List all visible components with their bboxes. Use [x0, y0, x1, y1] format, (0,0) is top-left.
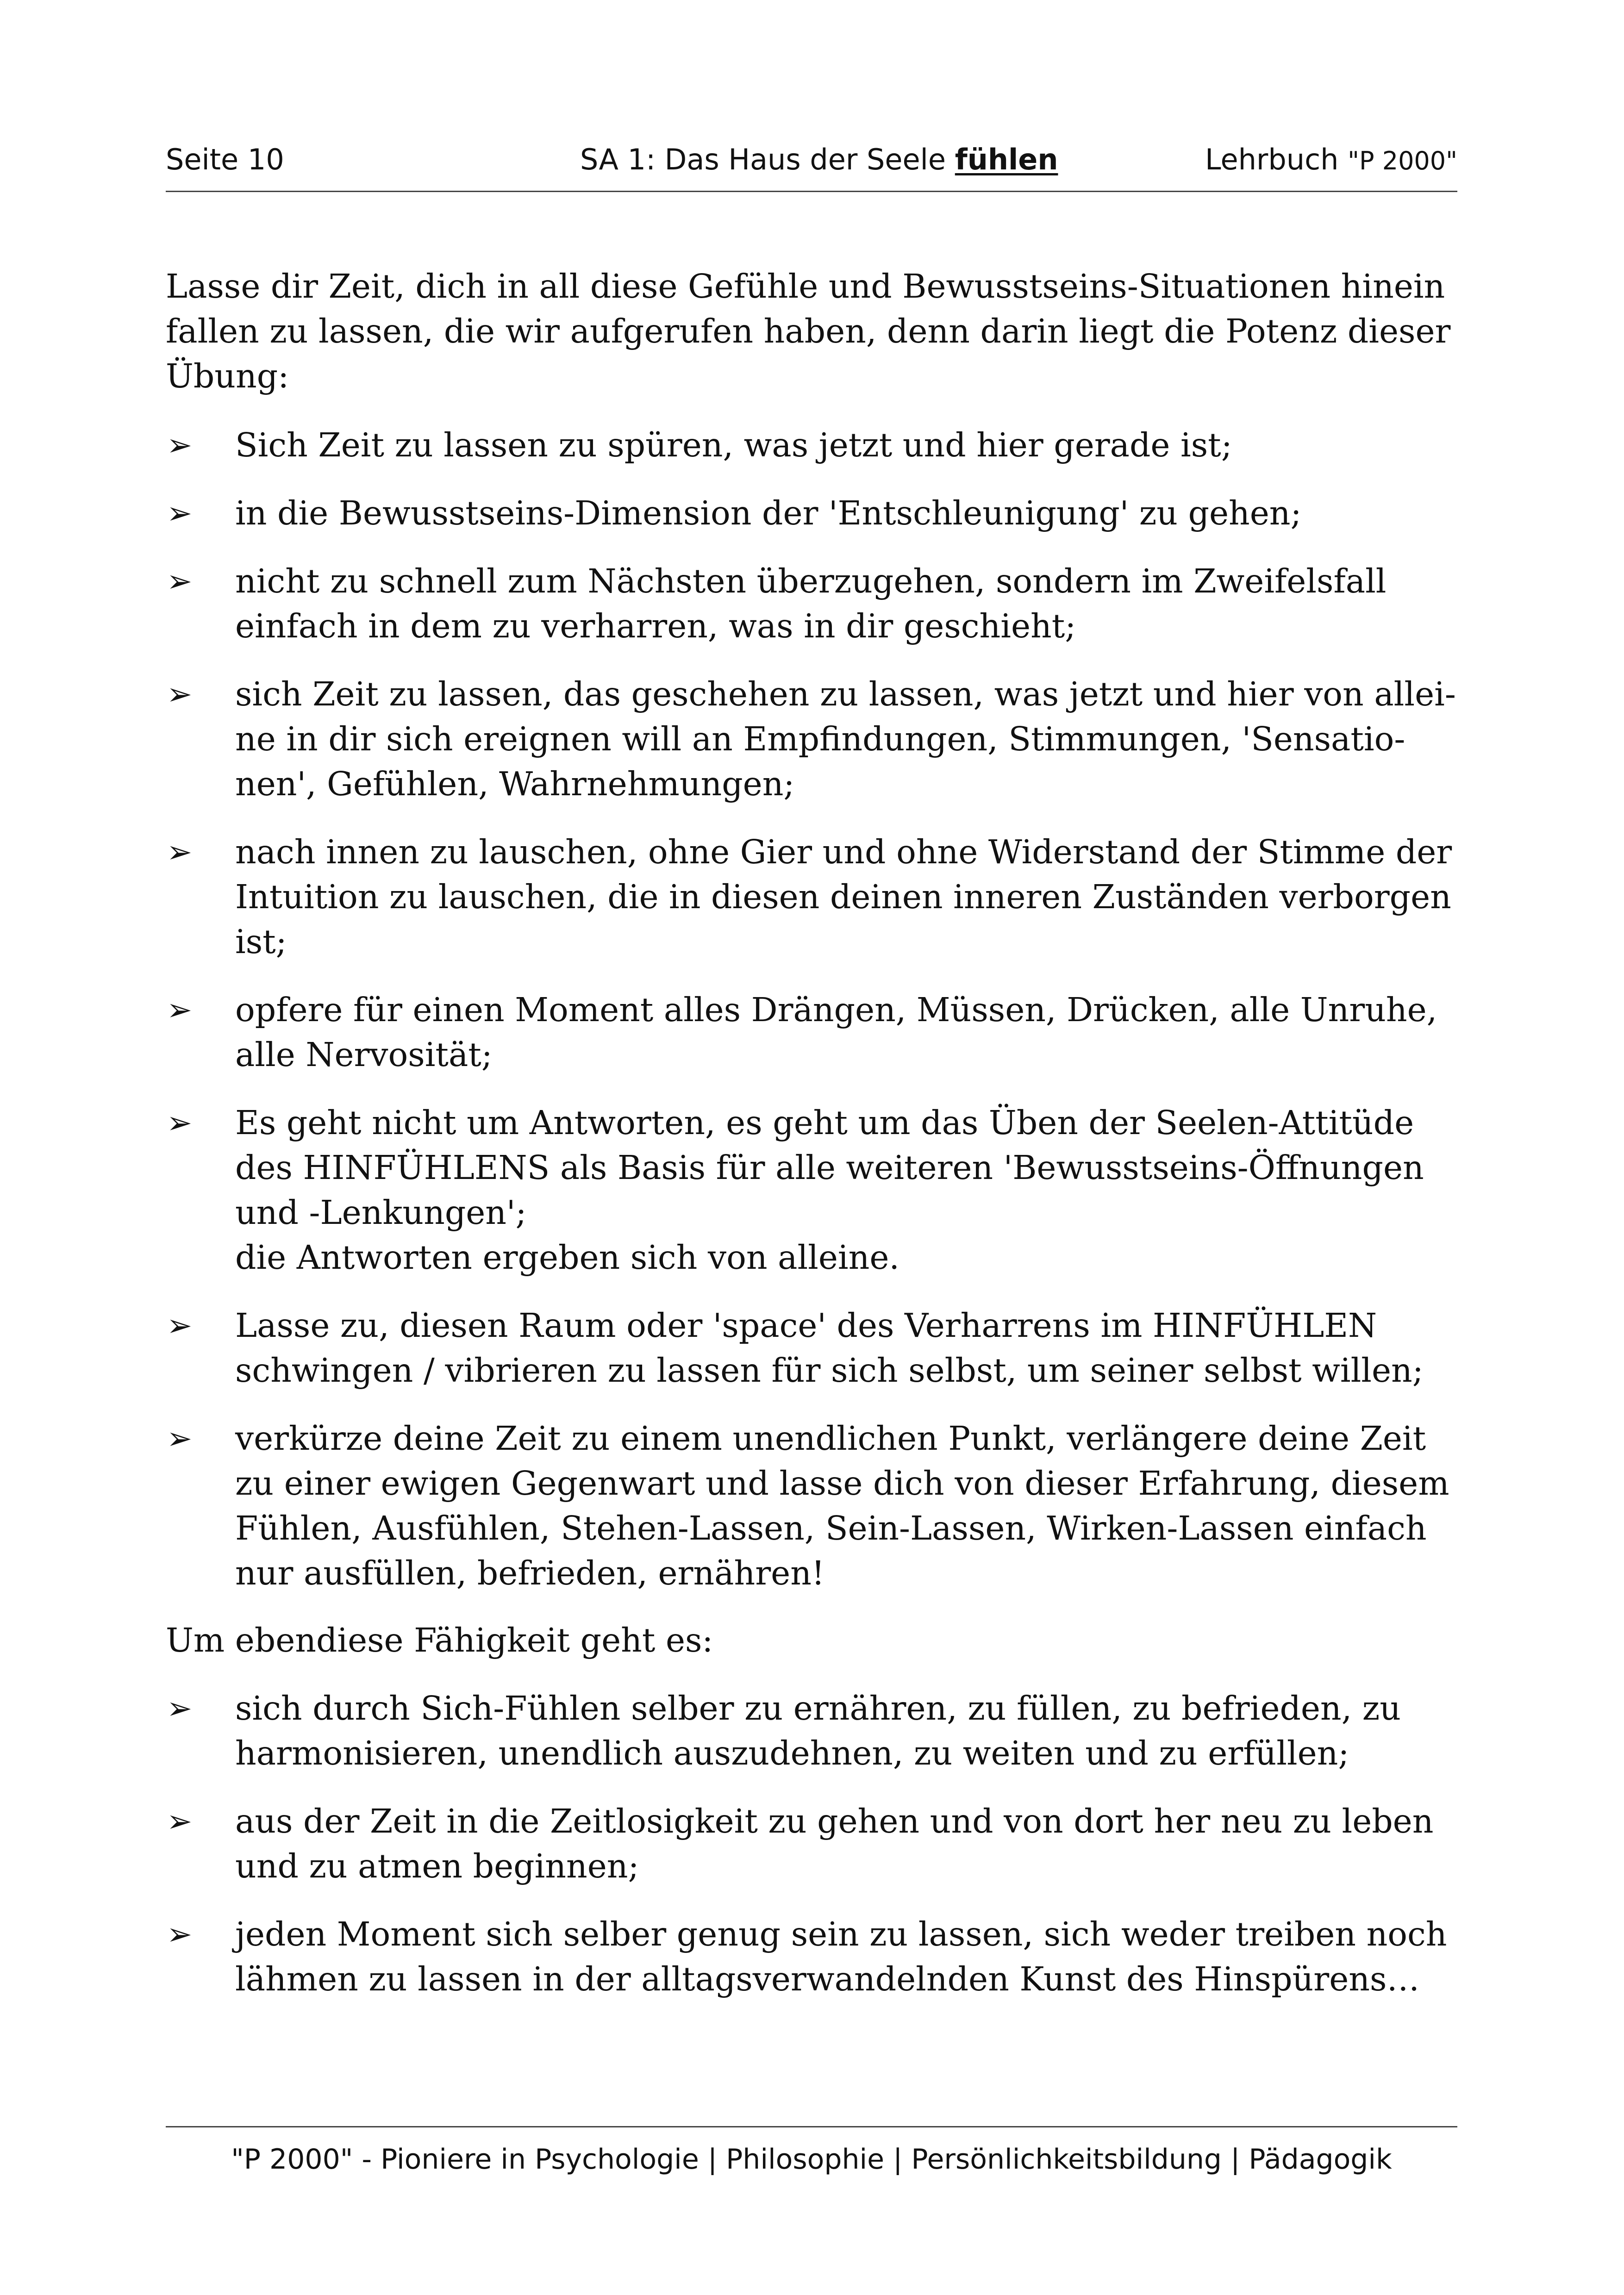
page-header [166, 139, 1457, 190]
bullet-line: nicht zu schnell zum Nächsten überzugehen, sondern im Zweifelsfall [235, 562, 1387, 600]
bullet-arrow-icon: ➢ [167, 563, 193, 599]
bullet-arrow-icon: ➢ [167, 1690, 193, 1726]
bullet-line: einfach in dem zu verharren, was in dir geschieht; [235, 607, 1076, 645]
bullet-arrow-icon: ➢ [167, 1916, 193, 1952]
bullet-line: und -Lenkungen'; [235, 1193, 527, 1232]
section-title-prefix: SA 1: Das Haus der Seele [580, 143, 955, 176]
bullet-line: Intuition zu lauschen, die in diesen deinen inneren Zuständen verborgen [235, 878, 1451, 916]
bullet-line: Es geht nicht um Antworten, es geht um das Üben der Seelen-Attitüde [235, 1104, 1414, 1142]
bullet-line: die Antworten ergeben sich von alleine. [235, 1238, 899, 1277]
bullet-line: sich Zeit zu lassen, das geschehen zu lassen, was jetzt und hier von allei- [235, 675, 1456, 713]
bullet-item [166, 1912, 1457, 2002]
page-footer: "P 2000" - Pioniere in Psychologie | Philosophie | Persönlichkeitsbildung | Pädagogik [231, 2143, 1392, 2176]
bullet-line: Lasse zu, diesen Raum oder 'space' des Verharrens im HINFÜHLEN [235, 1306, 1377, 1345]
bullet-item [166, 1686, 1457, 1776]
bullet-line: in die Bewusstseins-Dimension der 'Entschleunigung' zu gehen; [235, 494, 1302, 532]
bullet-line: opfere für einen Moment alles Drängen, Müssen, Drücken, alle Unruhe, [235, 991, 1437, 1029]
body-text [166, 264, 1457, 2025]
bullet-item [166, 559, 1457, 649]
bullet-line: und zu atmen beginnen; [235, 1847, 639, 1885]
bullet-line: harmonisieren, unendlich auszudehnen, zu weiten und zu erfüllen; [235, 1734, 1349, 1772]
section-title-emphasis: fühlen [955, 143, 1058, 176]
intro-line: Lasse dir Zeit, dich in all diese Gefühle und Bewusstseins-Situationen hinein [166, 267, 1445, 306]
bullet-arrow-icon: ➢ [167, 676, 193, 712]
bullet-line: nach innen zu lauschen, ohne Gier und ohne Widerstand der Stimme der [235, 833, 1452, 871]
bullet-arrow-icon: ➢ [167, 1308, 193, 1343]
bullet-item [166, 423, 1457, 468]
bullet-item [166, 1416, 1457, 1596]
middle-paragraph: Um ebendiese Fähigkeit geht es: [166, 1621, 713, 1659]
bullet-line: Fühlen, Ausfühlen, Stehen-Lassen, Sein-Lassen, Wirken-Lassen einfach [235, 1509, 1427, 1547]
footer-divider [166, 2126, 1457, 2127]
bullet-item [166, 987, 1457, 1077]
book-title-prefix: Lehrbuch [1205, 143, 1348, 176]
bullet-list-second [166, 1686, 1457, 2002]
intro-line: fallen zu lassen, die wir aufgerufen haben, denn darin liegt die Potenz dieser [166, 312, 1451, 350]
bullet-list-first [166, 423, 1457, 1596]
bullet-item [166, 491, 1457, 536]
bullet-line: des HINFÜHLENS als Basis für alle weiteren 'Bewusstseins-Öffnungen [235, 1148, 1424, 1187]
bullet-line: ist; [235, 923, 287, 961]
bullet-line: Sich Zeit zu lassen zu spüren, was jetzt und hier gerade ist; [235, 426, 1232, 464]
bullet-item [166, 1100, 1457, 1280]
bullet-line: schwingen / vibrieren zu lassen für sich selbst, um seiner selbst willen; [235, 1351, 1424, 1390]
intro-line: Übung: [166, 357, 289, 395]
bullet-item [166, 672, 1457, 806]
bullet-arrow-icon: ➢ [167, 834, 193, 870]
intro-paragraph [166, 264, 1457, 399]
bullet-line: alle Nervosität; [235, 1035, 493, 1074]
bullet-line: nur ausfüllen, befrieden, ernähren! [235, 1554, 825, 1592]
bullet-line: sich durch Sich-Fühlen selber zu ernähren, zu füllen, zu befrieden, zu [235, 1689, 1401, 1727]
section-title [580, 139, 1058, 181]
bullet-arrow-icon: ➢ [167, 992, 193, 1028]
book-title-name: "P 2000" [1348, 146, 1457, 175]
header-divider [166, 191, 1457, 192]
bullet-line: aus der Zeit in die Zeitlosigkeit zu gehen und von dort her neu zu leben [235, 1802, 1434, 1840]
bullet-item [166, 829, 1457, 964]
bullet-arrow-icon: ➢ [167, 1803, 193, 1839]
bullet-line: nen', Gefühlen, Wahrnehmungen; [235, 765, 795, 803]
book-title [1205, 139, 1457, 182]
bullet-arrow-icon: ➢ [167, 427, 193, 463]
page-number: Seite 10 [166, 143, 284, 176]
bullet-line: zu einer ewigen Gegenwart und lasse dich von dieser Erfahrung, diesem [235, 1464, 1449, 1503]
bullet-arrow-icon: ➢ [167, 1421, 193, 1456]
bullet-line: ne in dir sich ereignen will an Empfindungen, Stimmungen, 'Sensatio- [235, 720, 1405, 758]
bullet-item [166, 1799, 1457, 1889]
bullet-line: verkürze deine Zeit zu einem unendlichen Punkt, verlängere deine Zeit [235, 1419, 1426, 1458]
bullet-arrow-icon: ➢ [167, 1105, 193, 1141]
bullet-item [166, 1303, 1457, 1393]
bullet-line: jeden Moment sich selber genug sein zu lassen, sich weder treiben noch [235, 1915, 1447, 1953]
bullet-line: lähmen zu lassen in der alltagsverwandelnden Kunst des Hinspürens… [235, 1960, 1420, 1998]
bullet-arrow-icon: ➢ [167, 495, 193, 531]
